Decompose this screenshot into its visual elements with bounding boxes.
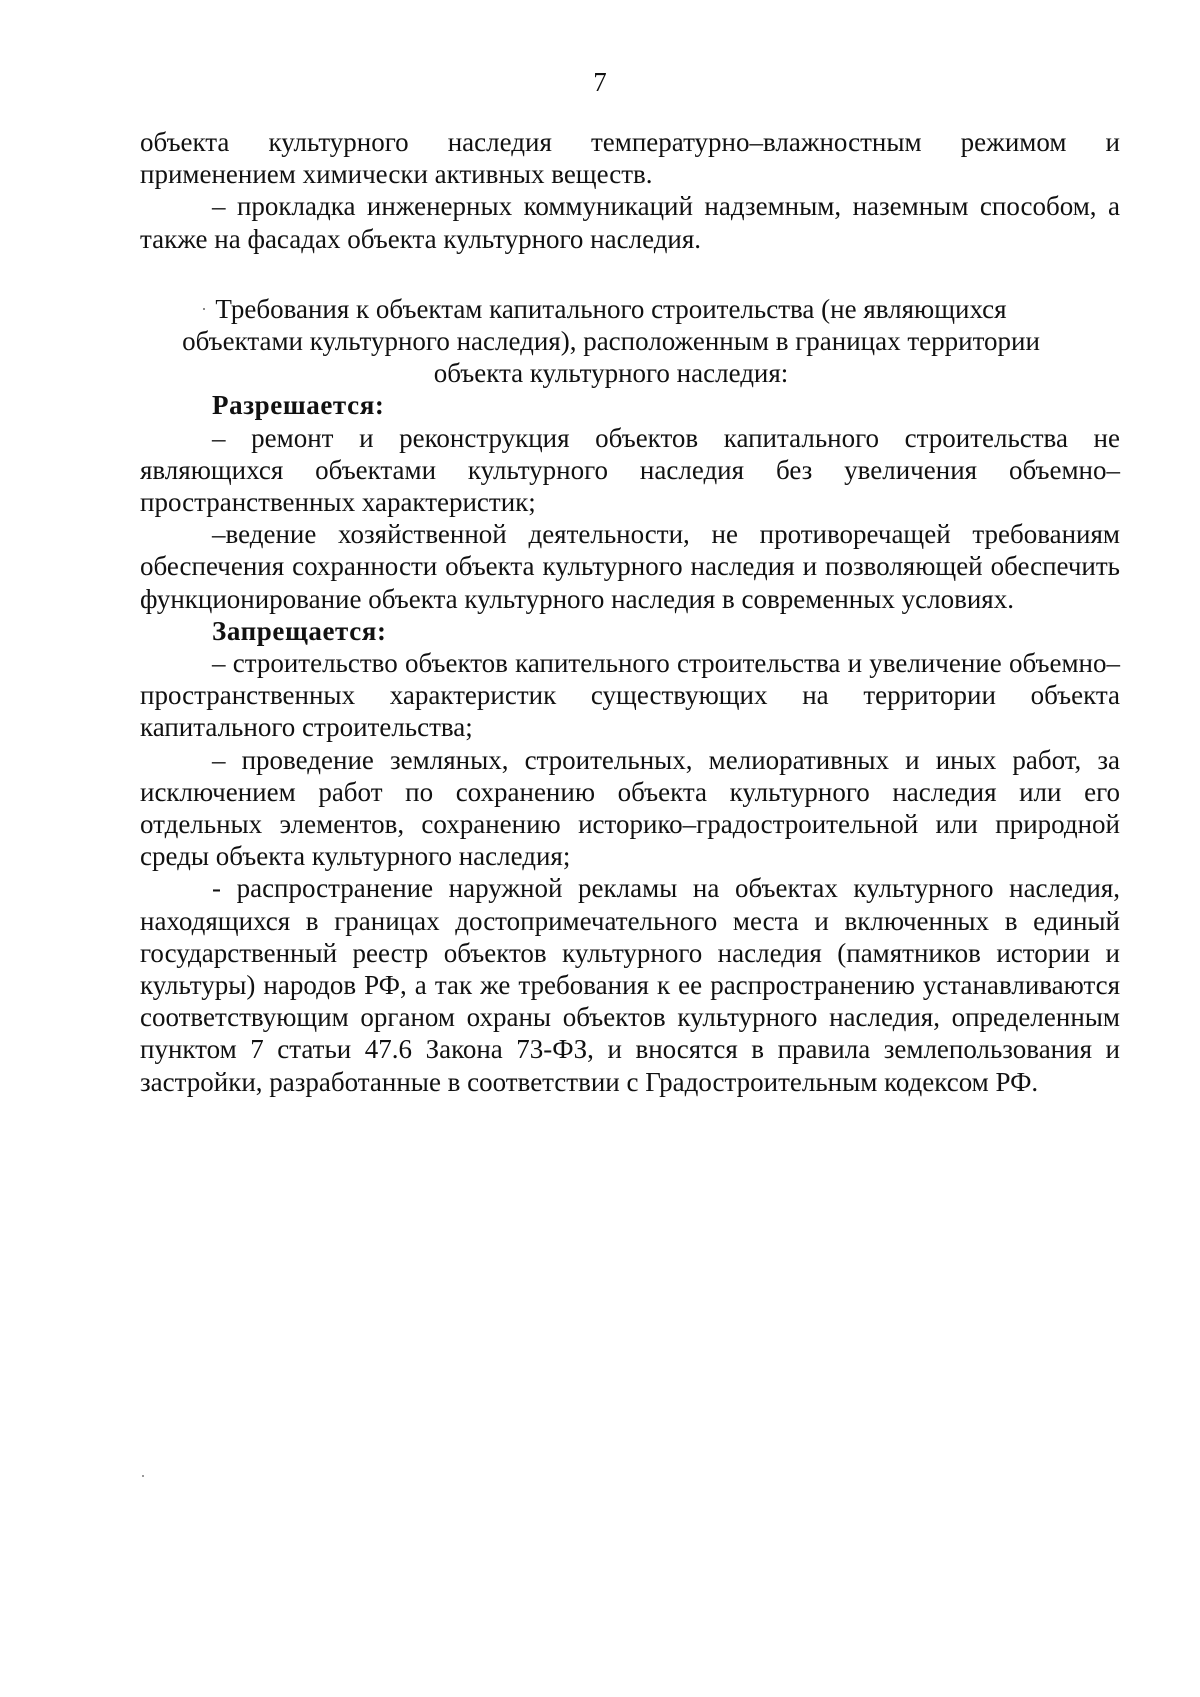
section-heading: Требования к объектам капитального строительства (не являющихся объектами культурного наследия), расположенным в границах территории объекта культурного наследия: [182,293,1040,389]
forbidden-item: - распространение наружной рекламы на объектах культурного наследия, находящихся в границах достопримечательного места и включенных в единый государственный реестр объектов культурного наследия (памятников истории и культуры) народов РФ, а так же требования к ее распространению устанавливаются соответствующим органом охраны объектов культурного наследия, определенным пунктом 7 статьи 47.6 Закона 73-ФЗ, и вносятся в правила землепользования и застройки, разработанные в соответствии с Градостроительным кодексом РФ. [140,873,1120,1097]
page-number: 7 [593,67,607,97]
allowed-heading: Разрешается: [212,390,385,421]
allowed-item: – ремонт и реконструкция объектов капитального строительства не являющихся объектами культурного наследия без увеличения объемно–пространственных характеристик; [140,422,1120,518]
document-body [140,126,1120,1098]
forbidden-item: – проведение земляных, строительных, мелиоративных и иных работ, за исключением работ по сохранению объекта культурного наследия или его отдельных элементов, сохранению историко–градостроительной или природной среды объекта культурного наследия; [140,744,1120,872]
scan-artifact [203,308,205,310]
allowed-item: –ведение хозяйственной деятельности, не противоречащей требованиям обеспечения сохранности объекта культурного наследия и позволяющей обеспечить функционирование объекта культурного наследия в современных условиях. [140,519,1120,614]
section-spacer [140,255,1120,293]
forbidden-heading: Запрещается: [212,615,387,646]
continuation-paragraph: объекта культурного наследия температурно–влажностным режимом и применением химически активных веществ. [140,127,1120,190]
forbidden-item: – строительство объектов капительного строительства и увеличение объемно–пространственных характеристик существующих на территории объекта капитального строительства; [140,648,1120,743]
scan-artifact [142,1475,144,1477]
continuation-list-item: – прокладка инженерных коммуникаций надземным, наземным способом, а также на фасадах объекта культурного наследия. [140,191,1120,254]
